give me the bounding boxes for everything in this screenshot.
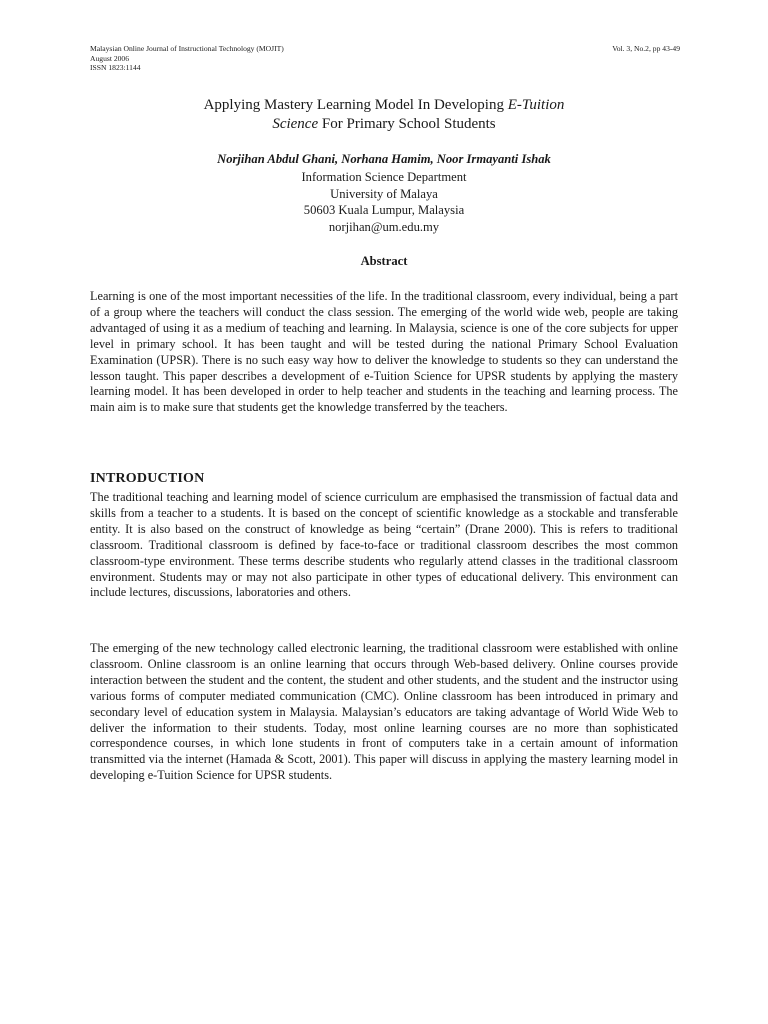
paragraph-text: The traditional teaching and learning model of science curriculum are emphasised the transmission of factual data and skills from a teacher to a students. It is based on the concept of scientific knowledge as a stockable and transferable entity. It is also based on the construct of knowledge as being “certain” (Drane 2000). This is refers to traditional classroom. Traditional classroom is defined by face-to-face or traditional classroom describes the most common classroom-type environment. These terms describe students who regularly attend classes in the traditional classroom environment. Students may or may not also participate in other types of educational delivery. This environment can include lectures, discussions, laboratories and others. xyxy=(90,490,678,600)
introduction-paragraph-1 xyxy=(90,490,678,601)
title-italic-part: Science xyxy=(272,116,319,132)
paragraph-text: The emerging of the new technology called electronic learning, the traditional classroom were established with online classroom. Online classroom is an online learning that occurs through Web-based delivery. Online courses provide interaction between the student and the content, the student and other students, and the student and the instructor using various forms of computer mediated communication (CMC). Online classroom has been introduced in primary and secondary level of education system in Malaysia. Malaysian’s educators are taking advantage of World Wide Web to deliver the information to their students. Today, most online learning courses are no more than sophisticated correspondence courses, in which lone students in front of computers take in a certain amount of information transmitted via the internet (Hamada & Scott, 2001). This paper will discuss in applying the mastery learning model in developing e-Tuition Science for UPSR students. xyxy=(90,641,678,783)
introduction-heading: INTRODUCTION xyxy=(90,471,205,486)
department: Information Science Department xyxy=(301,170,467,184)
affiliation xyxy=(0,169,768,236)
paper-title xyxy=(0,96,768,134)
introduction-paragraph-2 xyxy=(90,641,678,784)
title-line-1 xyxy=(0,96,768,115)
address: 50603 Kuala Lumpur, Malaysia xyxy=(303,203,465,218)
volume-info: Vol. 3, No.2, pp 43-49 xyxy=(612,44,680,53)
journal-issn: ISSN 1823:1144 xyxy=(90,63,141,73)
abstract-heading: Abstract xyxy=(360,254,408,268)
journal-date: August 2006 xyxy=(90,53,130,63)
title-part: For Primary School Students xyxy=(318,116,496,132)
title-italic-part: E-Tuition xyxy=(507,97,565,113)
university: University of Malaya xyxy=(330,186,438,201)
journal-name: Malaysian Online Journal of Instructional Technology (MOJIT) xyxy=(90,44,284,53)
abstract-text: Learning is one of the most important necessities of the life. In the traditional classroom, every individual, being a part of a group where the teachers will conduct the class session. The emerging of the world wide web, people are taking advantaged of using it as a medium of teaching and learning. In Malaysia, science is one of the core subjects for upper level in primary school. It has been taught and will be tested during the national Primary School Evaluation Examination (UPSR). There is no such easy way how to deliver the knowledge to students so they can understand the lesson taught. This paper describes a development of e-Tuition Science for UPSR students by applying the mastery learning model. It has been developed in order to help teacher and students in the teaching and learning process. The main aim is to make sure that students get the knowledge transferred by the teachers. xyxy=(90,289,678,415)
title-line-2 xyxy=(0,115,768,134)
abstract-body xyxy=(90,289,678,416)
journal-header xyxy=(90,44,284,73)
title-part: Applying Mastery Learning Model In Developing xyxy=(203,97,508,113)
email: norjihan@um.edu.my xyxy=(328,220,440,235)
author-list: Norjihan Abdul Ghani, Norhana Hamim, Noor Irmayanti Ishak xyxy=(217,152,551,166)
